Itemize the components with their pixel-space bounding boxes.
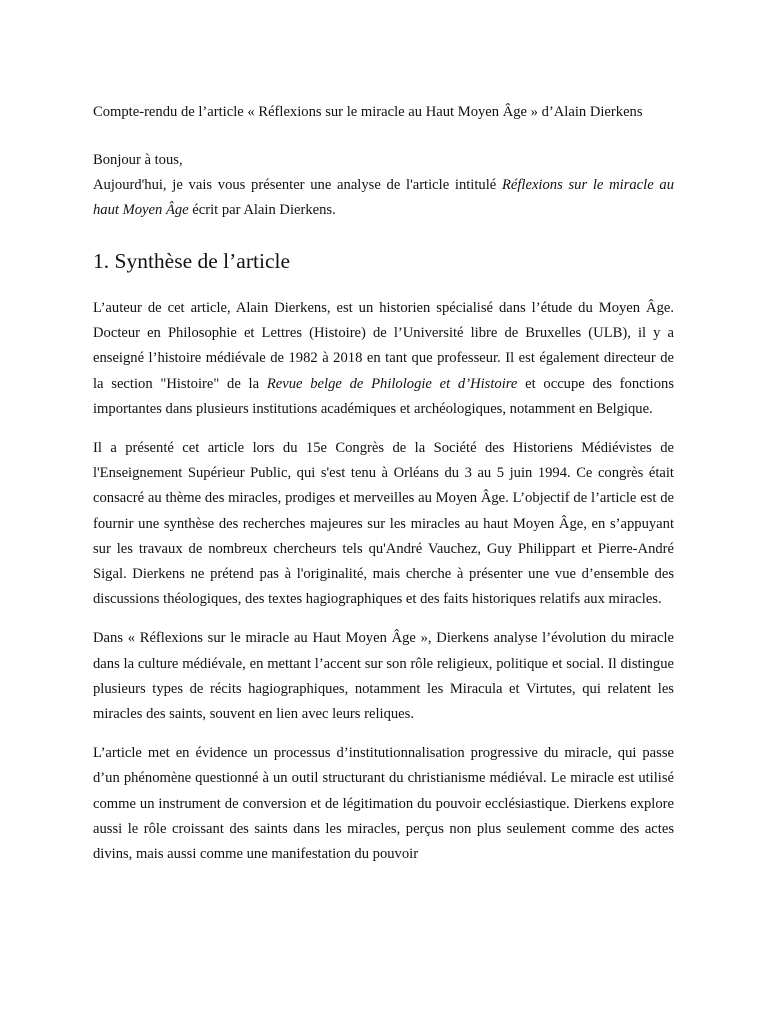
paragraph-author-after: et occupe des fonctions importantes dans plusieurs institutions académiques et archéologiques, notamment en Belgique.	[93, 375, 674, 417]
paragraph-author	[93, 296, 674, 422]
paragraph-analysis: Dans « Réflexions sur le miracle au Haut Moyen Âge », Dierkens analyse l’évolution du miracle dans la culture médiévale, en mettant l’accent sur son rôle religieux, politique et social. Il distingue plusieurs types de récits hagiographiques, notamment les Miracula et Virtutes, qui relatent les miracles des saints, souvent en lien avec leurs reliques.	[93, 630, 674, 723]
paragraph-context: Il a présenté cet article lors du 15e Congrès de la Société des Historiens Médiévistes de l'Enseignement Supérieur Public, qui s'est tenu à Orléans du 3 au 5 juin 1994. Ce congrès était consacré au thème des miracles, prodiges et merveilles au Moyen Âge. L’objectif de l’article est de fournir une synthèse des recherches majeures sur les miracles au haut Moyen Âge, en s’appuyant sur les travaux de nombreux chercheurs tels qu'André Vauchez, Guy Philippart et Pierre-André Sigal. Dierkens ne prétend pas à l'originalité, mais cherche à présenter une vue d’ensemble des discussions théologiques, des textes hagiographiques et des faits historiques relatifs aux miracles.	[93, 440, 674, 608]
intro-text-before: Aujourd'hui, je vais vous présenter une analyse de l'article intitulé	[93, 177, 502, 193]
document-page	[93, 98, 674, 867]
intro-paragraph	[93, 173, 674, 223]
paragraph-institutionalisation: L’article met en évidence un processus d’institutionnalisation progressive du miracle, qui passe d’un phénomène questionné à un outil structurant du christianisme médiéval. Le miracle est utilisé comme un instrument de conversion et de légitimation du pouvoir ecclésiastique. Dierkens explore aussi le rôle croissant des saints dans les miracles, perçus non plus seulement comme des actes divins, mais aussi comme une manifestation du pouvoir	[93, 745, 674, 863]
journal-title: Revue belge de Philologie et d’Histoire	[266, 375, 518, 392]
greeting-line: Bonjour à tous,	[93, 152, 183, 168]
paragraph-author-before: L’auteur de cet article, Alain Dierkens, est un historien spécialisé dans l’étude du Moyen Âge. Docteur en Philosophie et Lettres (Histoire) de l’Université libre de Bruxelles (ULB), il y a enseigné l’histoire médiévale de 1982 à 2018 en tant que professeur. Il est également directeur de la section "Histoire" de la	[93, 300, 674, 392]
intro-article-title: Réflexions sur le miracle au haut Moyen Âge	[93, 177, 674, 218]
intro-text-after: écrit par Alain Dierkens.	[188, 202, 336, 218]
section-heading: 1. Synthèse de l’article	[93, 249, 291, 273]
document-title: Compte-rendu de l’article « Réflexions sur le miracle au Haut Moyen Âge » d’Alain Dierkens	[93, 104, 643, 120]
